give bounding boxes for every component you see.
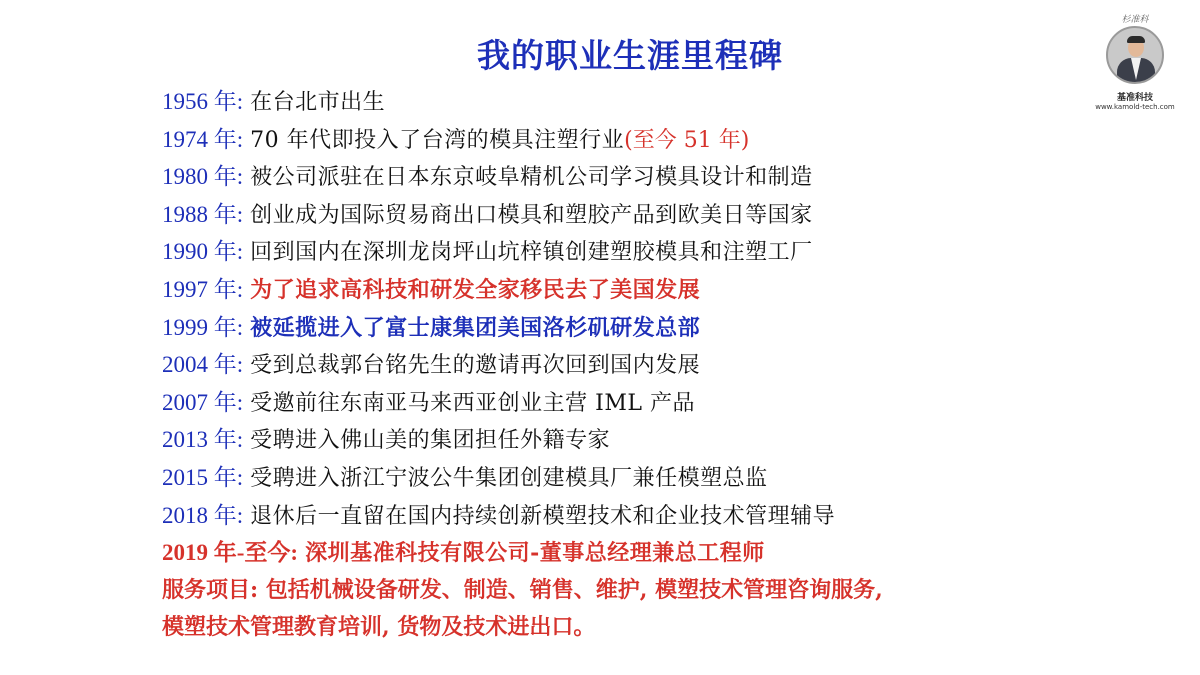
milestone-text: 回到国内在深圳龙岗坪山坑梓镇创建塑胶模具和注塑工厂	[250, 240, 813, 266]
milestone-year: 1988 年:	[162, 201, 244, 227]
milestone-note: (至今 51 年)	[624, 127, 750, 153]
logo-ring-text: 杉准科	[1121, 15, 1149, 25]
milestone-current	[162, 534, 1122, 572]
milestone-1980	[162, 158, 1122, 196]
logo-url: www.kamold-tech.com	[1095, 103, 1175, 111]
milestone-text: 受聘进入佛山美的集团担任外籍专家	[250, 428, 611, 454]
logo-company-name: 基准科技	[1116, 93, 1153, 103]
portrait-avatar	[1106, 26, 1164, 84]
milestone-text: 在台北市出生	[250, 90, 386, 115]
milestone-text: 深圳基准科技有限公司-董事总经理兼总工程师	[305, 540, 765, 567]
milestone-year: 1980 年:	[162, 164, 244, 190]
milestone-list	[162, 83, 1122, 647]
milestone-text: 受邀前往东南亚马来西亚创业主营 IML 产品	[250, 390, 695, 416]
milestone-year: 2019 年-至今:	[162, 540, 299, 566]
milestone-year: 2015 年:	[162, 464, 244, 490]
milestone-1974	[162, 121, 1122, 159]
milestone-text: 被公司派驻在日本东京岐阜精机公司学习模具设计和制造	[250, 165, 813, 191]
milestone-2013	[162, 421, 1122, 459]
milestone-text: 70 年代即投入了台湾的模具注塑行业	[250, 127, 625, 153]
services-line-1: 服务项目: 包括机械设备研发、制造、销售、维护, 模塑技术管理咨询服务,	[162, 576, 883, 603]
services-line-2: 模塑技术管理教育培训, 货物及技术进出口。	[162, 614, 596, 641]
milestone-year: 2013 年:	[162, 427, 244, 453]
milestone-text: 受到总裁郭台铭先生的邀请再次回到国内发展	[250, 353, 701, 379]
milestone-text: 被延揽进入了富士康集团美国洛杉矶研发总部	[250, 314, 701, 341]
milestone-year: 1974 年:	[162, 126, 244, 152]
milestone-year: 2004 年:	[162, 352, 244, 378]
milestone-1997	[162, 271, 1122, 309]
milestone-2018	[162, 497, 1122, 535]
milestone-1988	[162, 196, 1122, 234]
milestone-text: 受聘进入浙江宁波公牛集团创建模具厂兼任模塑总监	[250, 465, 768, 491]
milestone-text: 退休后一直留在国内持续创新模塑技术和企业技术管理辅导	[250, 503, 836, 529]
milestone-1999	[162, 309, 1122, 347]
milestone-year: 1956 年:	[162, 89, 244, 114]
milestone-1990	[162, 233, 1122, 271]
milestone-2007	[162, 384, 1122, 422]
milestone-year: 1990 年:	[162, 239, 244, 265]
milestone-year: 1997 年:	[162, 276, 244, 302]
milestone-1956	[162, 83, 1122, 121]
milestone-year: 2007 年:	[162, 389, 244, 415]
milestone-year: 1999 年:	[162, 314, 244, 340]
milestone-year: 2018 年:	[162, 502, 244, 528]
milestone-2015	[162, 459, 1122, 497]
milestone-text: 为了追求高科技和研发全家移民去了美国发展	[250, 276, 701, 303]
portrait-hair	[1127, 36, 1145, 43]
milestone-text: 创业成为国际贸易商出口模具和塑胶产品到欧美日等国家	[250, 202, 813, 228]
page-title: 我的职业生涯里程碑	[477, 36, 783, 75]
milestone-2004	[162, 346, 1122, 384]
